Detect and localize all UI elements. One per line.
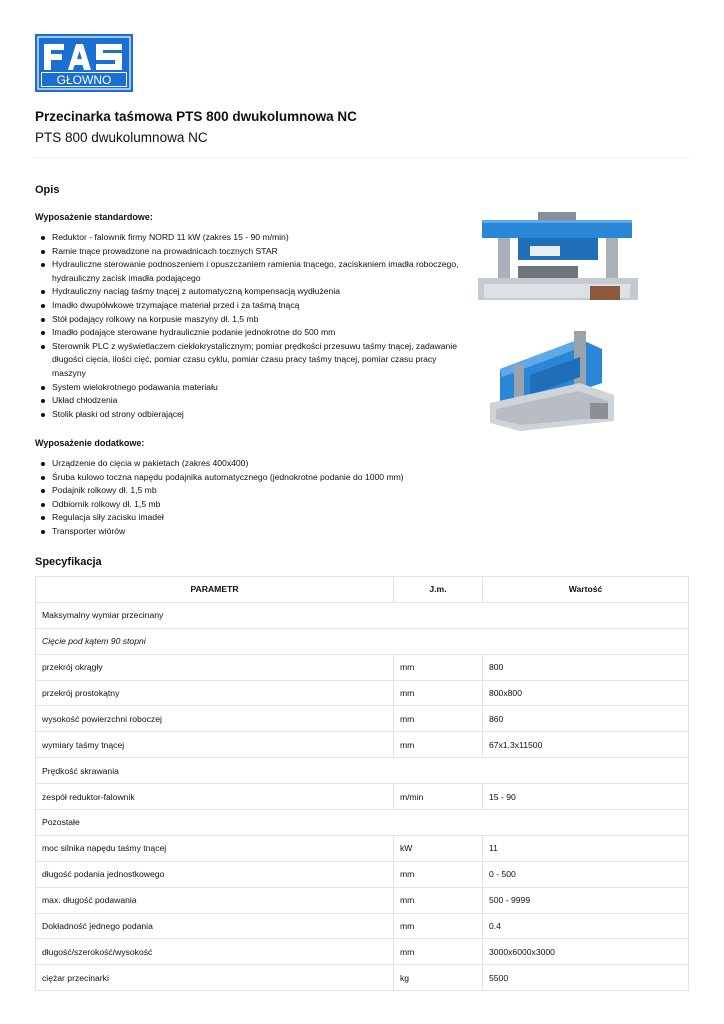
fas-logo [35, 34, 133, 92]
list-item: System wielokrotnego podawania materiału [35, 381, 465, 395]
table-group-row [36, 810, 689, 836]
description-heading: Opis [35, 184, 60, 196]
cell-unit: kW [394, 835, 483, 861]
product-subtitle: PTS 800 dwukolumnowa NC [35, 130, 208, 145]
list-item: Urządzenie do cięcia w pakietach (zakres 400x400) [35, 457, 465, 471]
cell-parameter: zespół reduktor-falownik [36, 784, 394, 810]
table-group-row [36, 628, 689, 654]
cell-parameter: ciężar przecinarki [36, 965, 394, 991]
spec-header-row [36, 577, 689, 603]
table-group-row [36, 758, 689, 784]
table-row [36, 732, 689, 758]
list-item: Imadło podające sterowane hydraulicznie podanie jednokrotne do 500 mm [35, 326, 465, 340]
table-row [36, 887, 689, 913]
list-item: Hydrauliczne sterowanie podnoszeniem i opuszczaniem ramienia tnącego, zaciskaniem imadła roboczego, hydrauliczny zacisk imadła podającego [35, 258, 465, 285]
column-header-value: Wartość [483, 577, 689, 603]
cell-value: 800x800 [483, 680, 689, 706]
cell-parameter: wysokość powierzchni roboczej [36, 706, 394, 732]
table-row [36, 784, 689, 810]
logo-caption: GŁOWNO [56, 73, 112, 87]
list-item: Transporter wiórów [35, 525, 465, 539]
optional-equipment-list [35, 457, 465, 539]
standard-equipment-list [35, 231, 465, 421]
list-item: Sterownik PLC z wyświetlaczem ciekłokrystalicznym; pomiar prędkości przesuwu taśmy tnącej, zadawanie długości cięcia, ilości cięć, pomiar czasu cyklu, pomiar czasu pracy taśmy tnącej, pomiar czasu pracy maszyny [35, 340, 465, 381]
table-group-row [36, 602, 689, 628]
list-item: Reduktor - falownik firmy NORD 11 kW (zakres 15 - 90 m/min) [35, 231, 465, 245]
spec-heading: Specyfikacja [35, 556, 102, 568]
list-item: Podajnik rolkowy dł. 1,5 mb [35, 484, 465, 498]
cell-value: 0.4 [483, 913, 689, 939]
cell-unit: mm [394, 939, 483, 965]
divider [35, 157, 689, 158]
list-item: Odbiornik rolkowy dł. 1,5 mb [35, 498, 465, 512]
cell-parameter: wymiary taśmy tnącej [36, 732, 394, 758]
cell-unit: m/min [394, 784, 483, 810]
cell-unit: mm [394, 706, 483, 732]
spec-table [35, 576, 689, 991]
group-label: Pozostałe [36, 810, 689, 836]
group-label: Prędkość skrawania [36, 758, 689, 784]
list-item: Imadło dwupółwkowe trzymające materiał przed i za taśmą tnącą [35, 299, 465, 313]
product-title: Przecinarka taśmowa PTS 800 dwukolumnowa NC [35, 109, 357, 124]
cell-value: 11 [483, 835, 689, 861]
cell-unit: mm [394, 680, 483, 706]
cell-value: 67x1.3x11500 [483, 732, 689, 758]
cell-value: 860 [483, 706, 689, 732]
optional-equipment-heading: Wyposażenie dodatkowe: [35, 438, 145, 448]
cell-unit: kg [394, 965, 483, 991]
cell-value: 5500 [483, 965, 689, 991]
cell-parameter: moc silnika napędu taśmy tnącej [36, 835, 394, 861]
standard-equipment-heading: Wyposażenie standardowe: [35, 212, 153, 222]
cell-unit: mm [394, 732, 483, 758]
cell-unit: mm [394, 861, 483, 887]
group-label: Cięcie pod kątem 90 stopni [36, 628, 689, 654]
list-item: Stół podający rolkowy na korpusie maszyny dł. 1,5 mb [35, 313, 465, 327]
cell-unit: mm [394, 887, 483, 913]
list-item: Ramie tnące prowadzone na prowadnicach tocznych STAR [35, 245, 465, 259]
cell-unit: mm [394, 654, 483, 680]
list-item: Hydrauliczny naciąg taśmy tnącej z automatyczną kompensacją wydłużenia [35, 285, 465, 299]
cell-value: 0 - 500 [483, 861, 689, 887]
group-label: Maksymalny wymiar przecinany [36, 602, 689, 628]
table-row [36, 680, 689, 706]
cell-value: 500 - 9999 [483, 887, 689, 913]
column-header-parameter: PARAMETR [36, 577, 394, 603]
column-header-unit: J.m. [394, 577, 483, 603]
cell-parameter: Dokładność jednego podania [36, 913, 394, 939]
machine-photo-angled [490, 325, 614, 435]
cell-parameter: przekrój prostokątny [36, 680, 394, 706]
table-row [36, 939, 689, 965]
list-item: Stolik płaski od strony odbierającej [35, 408, 465, 422]
table-row [36, 913, 689, 939]
table-row [36, 965, 689, 991]
cell-value: 800 [483, 654, 689, 680]
cell-value: 15 - 90 [483, 784, 689, 810]
list-item: Regulacja siły zacisku imadeł [35, 511, 465, 525]
table-row [36, 654, 689, 680]
table-row [36, 835, 689, 861]
table-row [36, 861, 689, 887]
machine-photo-front [478, 206, 638, 310]
cell-parameter: przekrój okrągły [36, 654, 394, 680]
table-row [36, 706, 689, 732]
cell-unit: mm [394, 913, 483, 939]
list-item: Układ chłodzenia [35, 394, 465, 408]
list-item: Śruba kulowo toczna napędu podajnika automatycznego (jednokrotne podanie do 1000 mm) [35, 471, 465, 485]
cell-parameter: długość podania jednostkowego [36, 861, 394, 887]
cell-parameter: długość/szerokość/wysokość [36, 939, 394, 965]
cell-value: 3000x6000x3000 [483, 939, 689, 965]
cell-parameter: max. długość podawania [36, 887, 394, 913]
